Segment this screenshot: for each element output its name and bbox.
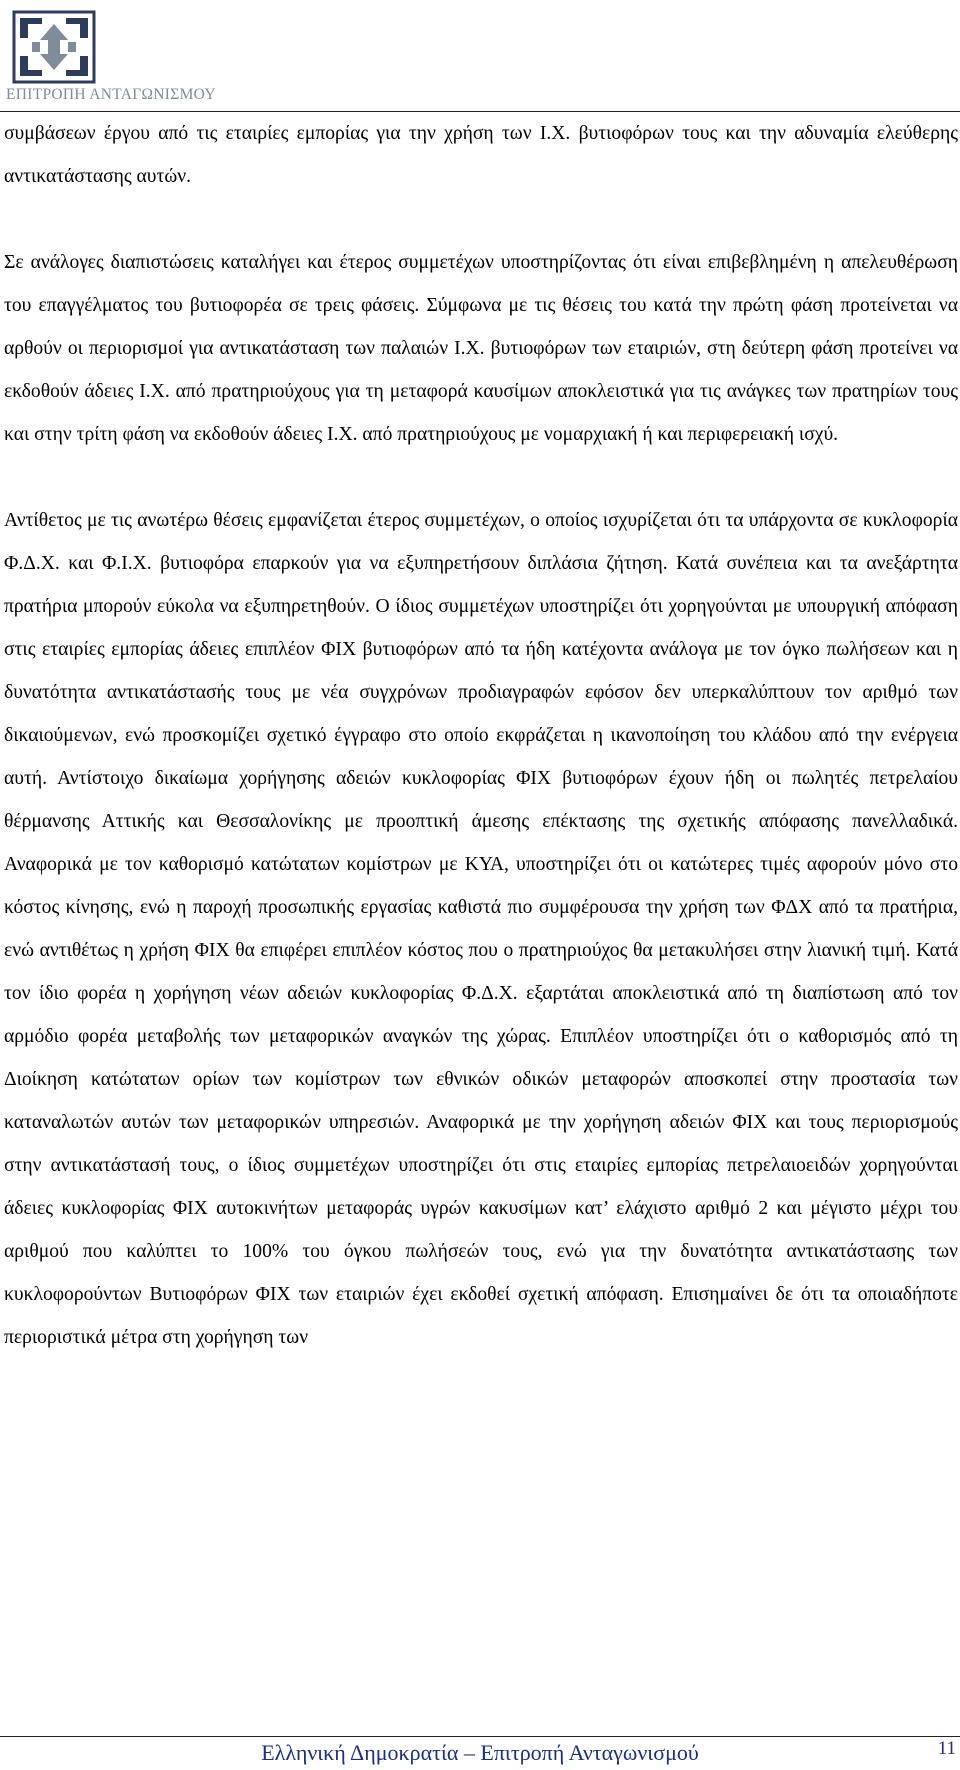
organization-name: ΕΠΙΤΡΟΠΗ ΑΝΤΑΓΩΝΙΣΜΟΥ (6, 86, 216, 103)
paragraph: Σε ανάλογες διαπιστώσεις καταλήγει και έτερος συμμετέχων υποστηρίζοντας ότι είναι επιβεβλημένη η απελευθέρωση του επαγγέλματος του βυτιοφορέα σε τρεις φάσεις. Σύμφωνα με τις θέσεις του κατά την πρώτη φάση προτείνεται να αρθούν οι περιορισμοί για αντικατάσταση των παλαιών Ι.Χ. βυτιοφόρων των εταιριών, στη δεύτερη φάση προτείνει να εκδοθούν άδειες Ι.Χ. από πρατηριούχους για τη μεταφορά καυσίμων αποκλειστικά για τις ανάγκες των πρατηρίων τους και στην τρίτη φάση να εκδοθούν άδειες Ι.Χ. από πρατηριούχους με νομαρχιακή ή και περιφερειακή ισχύ. (4, 252, 958, 445)
paragraph: συμβάσεων έργου από τις εταιρίες εμπορίας για την χρήση των Ι.Χ. βυτιοφόρων τους και την αδυναμία ελεύθερης αντικατάστασης αυτών. (4, 123, 958, 187)
paragraph: Αντίθετος με τις ανωτέρω θέσεις εμφανίζεται έτερος συμμετέχων, ο οποίος ισχυρίζεται ότι τα υπάρχοντα σε κυκλοφορία Φ.Δ.Χ. και Φ.Ι.Χ. βυτιοφόρα επαρκούν για να εξυπηρετήσουν διπλάσια ζήτηση. Κατά συνέπεια και τα ανεξάρτητα πρατήρια μπορούν εύκολα να εξυπηρετηθούν. Ο ίδιος συμμετέχων υποστηρίζει ότι χορηγούνται με υπουργική απόφαση στις εταιρίες εμπορίας άδειες επιπλέον ΦΙΧ βυτιοφόρων από τα ήδη κατέχοντα ανάλογα με τον όγκο πωλήσεων και η δυνατότητα αντικατάστασής τους με νέα συγχρόνων προδιαγραφών εφόσον δεν υπερκαλύπτουν τον αριθμό των δικαιούμενων, ενώ προσκομίζει σχετικό έγγραφο στο οποίο εκφράζεται η ικανοποίηση του κλάδου από την ενέργεια αυτή. Αντίστοιχο δικαίωμα χορήγησης αδειών κυκλοφορίας ΦΙΧ βυτιοφόρων έχουν ήδη οι πωλητές πετρελαίου θέρμανσης Αττικής και Θεσσαλονίκης με προοπτική άμεσης επέκτασης της σχετικής απόφασης πανελλαδικά. Αναφορικά με τον καθορισμό κατώτατων κομίστρων με ΚΥΑ, υποστηρίζει ότι οι κατώτερες τιμές αφορούν μόνο στο κόστος κίνησης, ενώ η παροχή προσωπικής εργασίας καθιστά πιο συμφέρουσα την χρήση των ΦΔΧ από τα πρατήρια, ενώ αντιθέτως η χρήση ΦΙΧ θα επιφέρει επιπλέον κόστος που ο πρατηριούχος θα μετακυλήσει στην λιανική τιμή. Κατά τον ίδιο φορέα η χορήγηση νέων αδειών κυκλοφορίας Φ.Δ.Χ. εξαρτάται αποκλειστικά από τη διαπίστωση από τον αρμόδιο φορέα μεταβολής των μεταφορικών αναγκών της χώρας. Επιπλέον υποστηρίζει ότι ο καθορισμός από τη Διοίκηση κατώτατων ορίων των κομίστρων των εθνικών οδικών μεταφορών αποσκοπεί στην προστασία των καταναλωτών αυτών των μεταφορικών υπηρεσιών. Αναφορικά με την χορήγηση αδειών ΦΙΧ και τους περιορισμούς στην αντικατάστασή τους, ο ίδιος συμμετέχων υποστηρίζει ότι στις εταιρίες εμπορίας πετρελαιοειδών χορηγούνται άδειες κυκλοφορίας ΦΙΧ αυτοκινήτων μεταφοράς υγρών κακυσίμων κατ’ ελάχιστο αριθμό 2 και μέγιστο μέχρι του αριθμού που καλύπτει το 100% του όγκου πωλήσεών τους, ενώ για την δυνατότητα αντικατάστασης των κυκλοφορούντων Βυτιοφόρων ΦΙΧ των εταιριών έχει εκδοθεί σχετική απόφαση. Επισημαίνει δε ότι τα οποιαδήποτε περιοριστικά μέτρα στη χορήγηση των (4, 510, 958, 1348)
footer-title: Ελληνική Δημοκρατία – Επιτροπή Ανταγωνισμού (261, 1740, 699, 1765)
document-body (4, 112, 958, 1359)
footer-divider (0, 1736, 960, 1737)
page-number: 11 (937, 1738, 956, 1759)
page-header (0, 0, 960, 112)
competition-commission-logo-icon (12, 10, 96, 84)
